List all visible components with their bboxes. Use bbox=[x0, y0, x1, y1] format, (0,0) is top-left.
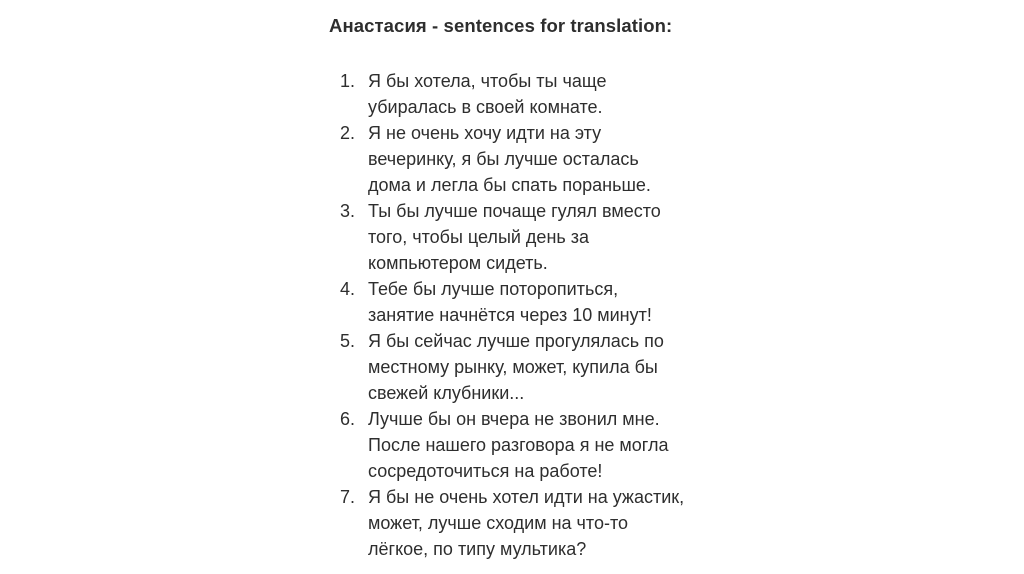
sentence-line: вечеринку, я бы лучше осталась bbox=[368, 149, 639, 169]
list-item bbox=[340, 120, 740, 198]
list-item bbox=[340, 198, 740, 276]
sentence-line: свежей клубники... bbox=[368, 383, 525, 403]
sentence-line: После нашего разговора я не могла bbox=[368, 435, 669, 455]
sentence-line: Ты бы лучше почаще гулял вместо bbox=[368, 201, 661, 221]
item-number: 4. bbox=[340, 279, 356, 299]
document-title: Анастасия - sentences for translation: bbox=[329, 15, 673, 36]
sentence-line: того, чтобы целый день за bbox=[368, 227, 590, 247]
sentence-line: компьютером сидеть. bbox=[368, 253, 548, 273]
item-number: 2. bbox=[340, 123, 356, 143]
sentence-line: местному рынку, может, купила бы bbox=[368, 357, 658, 377]
list-item bbox=[340, 484, 740, 562]
sentence-line: лёгкое, по типу мультика? bbox=[368, 539, 587, 559]
sentence-line: дома и легла бы спать пораньше. bbox=[368, 175, 651, 195]
sentence-line: Я бы хотела, чтобы ты чаще bbox=[368, 71, 607, 91]
sentence-line: Тебе бы лучше поторопиться, bbox=[368, 279, 619, 299]
sentence-line: Я не очень хочу идти на эту bbox=[368, 123, 602, 143]
item-number: 1. bbox=[340, 71, 356, 91]
list-item bbox=[340, 68, 740, 120]
sentence-line: Я бы не очень хотел идти на ужастик, bbox=[368, 487, 685, 507]
sentence-line: сосредоточиться на работе! bbox=[368, 461, 603, 481]
sentence-list bbox=[340, 68, 740, 562]
sentence-line: убиралась в своей комнате. bbox=[368, 97, 603, 117]
item-number: 3. bbox=[340, 201, 356, 221]
sentence-line: занятие начнётся через 10 минут! bbox=[368, 305, 652, 325]
list-item bbox=[340, 328, 740, 406]
list-item bbox=[340, 276, 740, 328]
item-number: 5. bbox=[340, 331, 356, 351]
sentence-line: Лучше бы он вчера не звонил мне. bbox=[368, 409, 660, 429]
sentence-line: Я бы сейчас лучше прогулялась по bbox=[368, 331, 664, 351]
item-number: 7. bbox=[340, 487, 356, 507]
sentence-line: может, лучше сходим на что-то bbox=[368, 513, 628, 533]
item-number: 6. bbox=[340, 409, 356, 429]
list-item bbox=[340, 406, 740, 484]
